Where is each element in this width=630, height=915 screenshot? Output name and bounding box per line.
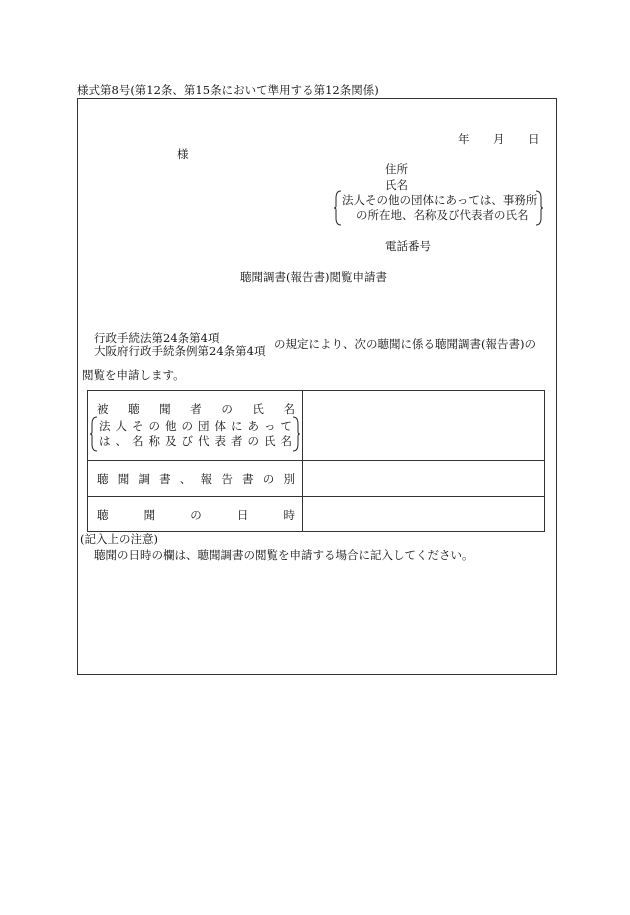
form-frame — [77, 98, 557, 675]
date-month: 月 — [493, 132, 505, 146]
left-bracket — [334, 190, 342, 226]
form-title: 聴聞調書(報告書)閲覧申請書 — [240, 270, 387, 284]
hearing-info-table — [87, 390, 545, 532]
row1-right-bracket — [292, 416, 300, 452]
notes-heading: (記入上の注意) — [80, 532, 158, 546]
corporate-note-line1: 法人その他の団体にあっては、事務所 — [342, 193, 538, 207]
row1-label: 被 聴 聞 者 の 氏 名 — [97, 402, 295, 416]
law-option-1: 行政手続法第24条第4項 — [94, 331, 220, 345]
body-text-2: 閲覧を申請します。 — [82, 368, 185, 382]
address-label: 住所 — [385, 162, 408, 176]
row1-sub-line1: 法 人 そ の 他 の 団 体 に あ っ て — [99, 419, 292, 433]
law-option-2: 大阪府行政手続条例第24条第4項 — [94, 344, 266, 358]
right-bracket — [535, 190, 543, 226]
row1-sub-line2: は 、 名 称 及 び 代 表 者 の 氏 名 — [99, 434, 292, 448]
row1-left-bracket — [90, 416, 98, 452]
row2-value-cell[interactable] — [303, 461, 543, 496]
body-text-1: の規定により、次の聴聞に係る聴聞調書(報告書)の — [274, 337, 536, 351]
corporate-note-line2: の所在地、名称及び代表者の氏名 — [356, 208, 529, 222]
row3-value-cell[interactable] — [303, 497, 543, 531]
notes-line-1: 聴聞の日時の欄は、聴聞調書の閲覧を申請する場合に記入してください。 — [94, 548, 474, 562]
row1-value-cell[interactable] — [303, 391, 543, 460]
phone-label: 電話番号 — [385, 239, 431, 253]
row2-label: 聴 聞 調 書 、 報 告 書 の 別 — [97, 472, 295, 486]
date-year: 年 — [458, 132, 470, 146]
row3-label: 聴 聞 の 日 時 — [97, 508, 295, 522]
form-header: 様式第8号(第12条、第15条において準用する第12条関係) — [77, 83, 379, 97]
addressee-suffix: 様 — [177, 147, 189, 161]
name-label: 氏名 — [385, 178, 408, 192]
date-day: 日 — [528, 132, 540, 146]
